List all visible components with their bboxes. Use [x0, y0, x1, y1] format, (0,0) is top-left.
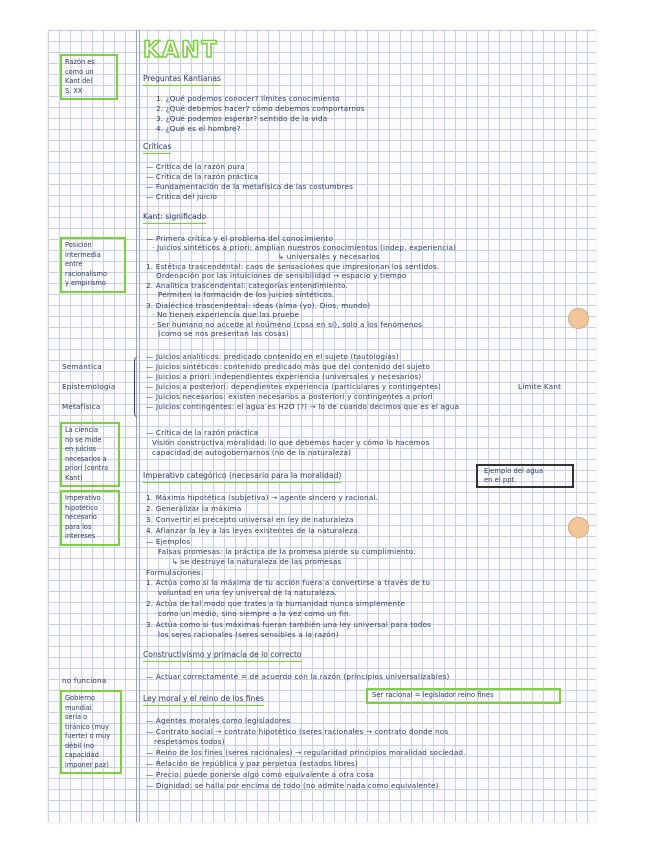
critica-item: — Fundamentación de la metafísica de las costumbres [146, 182, 354, 191]
critica-item: — Crítica de la razón pura [146, 162, 245, 171]
heading-preguntas: Preguntas Kantianas [143, 74, 221, 86]
margin-line-inner [139, 30, 140, 822]
margin-note-line: capacidad [65, 751, 99, 759]
ley-line: — Agentes morales como legisladores [146, 716, 291, 725]
margin-note-line: Gobierno [65, 694, 96, 702]
margin-note-line: para los [65, 522, 92, 531]
margin-note-line: priori (contra [65, 464, 109, 472]
significado-line: Permiten la formación de los juicios sintéticos. [158, 290, 335, 299]
pregunta-item: 3. ¿Qué podemos esperar? sentido de la vida [156, 114, 328, 123]
ley-line: — Dignidad: se halla por encima de todo (no admite nada como equivalente) [146, 781, 439, 790]
significado-line: 3. Dialéctica trascendental: ideas (alma (yo), Dios, mundo) [146, 301, 371, 310]
ser-racional-box: Ser racional = legislador reino fines [366, 688, 561, 704]
constructivismo-line: — Actuar correctamente = de acuerdo con la razón (principios universalizables) [146, 672, 450, 681]
imperativo-line: 3. Actúa como si tus máximas fueran también una ley universal para todos [146, 620, 432, 629]
margin-note-line: mundial [65, 703, 92, 712]
significado-line: · No tienen experiencia que las pruebe [152, 310, 300, 319]
critica-item: — Crítica de la razón práctica [146, 172, 259, 181]
imperativo-line: — Ejemplos [146, 537, 191, 546]
imperativo-line: ↳ se destruye la naturaleza de las promesas [172, 557, 342, 566]
imperativo-line: voluntad en una ley universal de la naturaleza. [158, 588, 337, 597]
margin-label-semantica: Semántica [62, 362, 102, 371]
significado-line: capacidad de autogobernarnos (no de la naturaleza) [152, 448, 352, 457]
significado-line: Visión constructiva moralidad: lo que debemos hacer y cómo lo hacemos [152, 438, 430, 447]
margin-note-kant-xx [60, 54, 118, 100]
heading-criticas: Críticas [143, 142, 171, 154]
juicio-line: — Juicios sintéticos: contenido predicado más que del contenido del sujeto [146, 362, 431, 371]
significado-line: (como se nos presentan las cosas) [158, 329, 289, 338]
juicio-line: — Juicios analíticos: predicado contenido en el sujeto (tautologías) [146, 352, 399, 361]
imperativo-line: 2. Actúa de tal modo que trates a la humanidad nunca simplemente [146, 599, 405, 608]
margin-note-line: Razón es [65, 58, 95, 66]
imperativo-line: los seres racionales (seres sensibles a la razón) [158, 630, 339, 639]
significado-line: 1. Estética trascendental: caos de sensaciones que impresionan los sentidos. [146, 262, 440, 271]
margin-note-line: necesarios a [65, 454, 107, 463]
bracket [134, 356, 140, 418]
margin-note-line: Kant) [65, 473, 83, 482]
imperativo-line: 1. Actúa como si la máxima de tu acción fuera a convertirse a través de tu [146, 578, 431, 587]
imperativo-line: 2. Generalizar la máxima [146, 504, 242, 513]
margin-note-line: racionalismo [65, 269, 108, 278]
ejemplo-agua-box [476, 464, 574, 488]
margin-note-line: tiránico (muy [65, 722, 110, 731]
punch-hole-bottom [568, 517, 589, 538]
margin-note-line: necesario [65, 513, 97, 521]
box-line: Ejemplo del agua [484, 467, 544, 475]
heading-ley-moral: Ley moral y el reino de los fines [143, 694, 264, 706]
imperativo-line: 1. Máxima hipotética (subjetiva) → agente sincero y racional. [146, 493, 379, 502]
imperativo-line: 3. Convertir el precepto universal en ley de naturaleza [146, 515, 354, 524]
significado-line: · Juicios sintéticos a priori: amplían nuestros conocimientos (indep. experiencia) [152, 243, 457, 252]
juicio-line: — Juicios a priori: independientes experiencia (universales y necesarios) [146, 372, 422, 381]
pregunta-item: 2. ¿Qué debemos hacer? cómo debemos comportarnos [156, 104, 365, 113]
margin-note-line: intermedia [65, 250, 101, 259]
margin-note-line: entre [65, 260, 83, 268]
margin-note-line: sería o [65, 713, 88, 721]
margin-note-gobierno [60, 690, 122, 774]
margin-note-line: no se mide [65, 435, 102, 444]
significado-line: ↳ universales y necesarios [278, 252, 380, 261]
heading-significado: Kant: significado [143, 212, 206, 224]
margin-line [136, 30, 137, 822]
margin-note-line: débil (no [65, 741, 94, 750]
juicio-line: — Juicios a posteriori: dependientes experiencia (particulares y contingentes) [146, 382, 442, 391]
page-title: KANT [143, 38, 219, 63]
margin-note-line: hipotético [65, 503, 98, 512]
margin-note-line: como un [65, 67, 94, 76]
margin-note-line: imponer paz) [65, 760, 109, 769]
imperativo-line: como un medio, sino siempre a la vez como un fin. [158, 609, 352, 618]
significado-line: Ordenación por las intuiciones de sensibilidad → espacio y tiempo [156, 271, 407, 280]
heading-constructivismo: Constructivismo y primacía de lo correcto [143, 650, 302, 662]
margin-note-imperativo-hipotetico [60, 490, 120, 546]
juicio-line: — Juicios contingentes: el agua es H2O (?) → lo de cuando decimos que es el agua [146, 402, 460, 411]
margin-note-line: Kant del [65, 77, 93, 85]
ley-line: — Reino de los fines (seres racionales) → regularidad principios moralidad sociedad. [146, 748, 466, 757]
box-line: en el ppt. [484, 476, 517, 484]
margin-note-line: S. XX [65, 86, 83, 95]
margin-label-metafisica: Metafísica [62, 402, 101, 411]
heading-imperativo: Imperativo categórico (necesario para la moralidad) [143, 471, 341, 483]
imperativo-line: Falsas promesas: la práctica de la promesa pierde su cumplimiento. [158, 547, 416, 556]
punch-hole-top [568, 308, 589, 329]
margin-note-ciencia [60, 422, 120, 487]
margin-note-line: Posición [65, 241, 92, 249]
margin-note-line: Imperativo [65, 494, 101, 502]
margin-note-line: La ciencia [65, 426, 99, 434]
significado-line: · Ser humano no accede al noúmeno (cosa en sí), solo a los fenómenos [152, 320, 423, 329]
margin-no-funciona: no funciona [62, 676, 107, 685]
margin-label-epistemologia: Epistemología [62, 382, 116, 391]
ley-line: — Precio: puede ponerse algo como equivalente a otra cosa [146, 770, 374, 779]
imperativo-line: Formulaciones: [146, 568, 204, 577]
limite-kant-note: Límite Kant [518, 382, 562, 391]
juicio-line: — Juicios necesarios: existen necesarios a posteriori y contingentes a priori [146, 392, 433, 401]
significado-line: 2. Analítica trascendental: categorías entendimiento. [146, 281, 349, 290]
significado-line: — Primera crítica y el problema del conocimiento [146, 234, 334, 243]
significado-line: — Crítica de la razón práctica [146, 428, 259, 437]
margin-note-posicion [60, 237, 126, 293]
ley-line: respetamos todos) [154, 737, 225, 746]
imperativo-line: 4. Afianzar la ley a las leyes existentes de la naturaleza. [146, 526, 361, 535]
ley-line: — Contrato social → contrato hipotético (seres racionales → contrato donde nos [146, 727, 449, 736]
notebook-page [48, 30, 596, 822]
margin-note-line: y empirismo [65, 279, 106, 287]
margin-note-line: en juicios [65, 445, 97, 453]
critica-item: — Crítica del juicio [146, 192, 218, 201]
pregunta-item: 4. ¿Qué es el hombre? [156, 124, 241, 133]
ley-line: — Relación de república y paz perpetua (estados libres) [146, 759, 359, 768]
margin-note-line: fuerte) o muy [65, 732, 111, 740]
margin-note-line: intereses [65, 532, 96, 540]
pregunta-item: 1. ¿Qué podemos conocer? límites conocimiento [156, 94, 340, 103]
